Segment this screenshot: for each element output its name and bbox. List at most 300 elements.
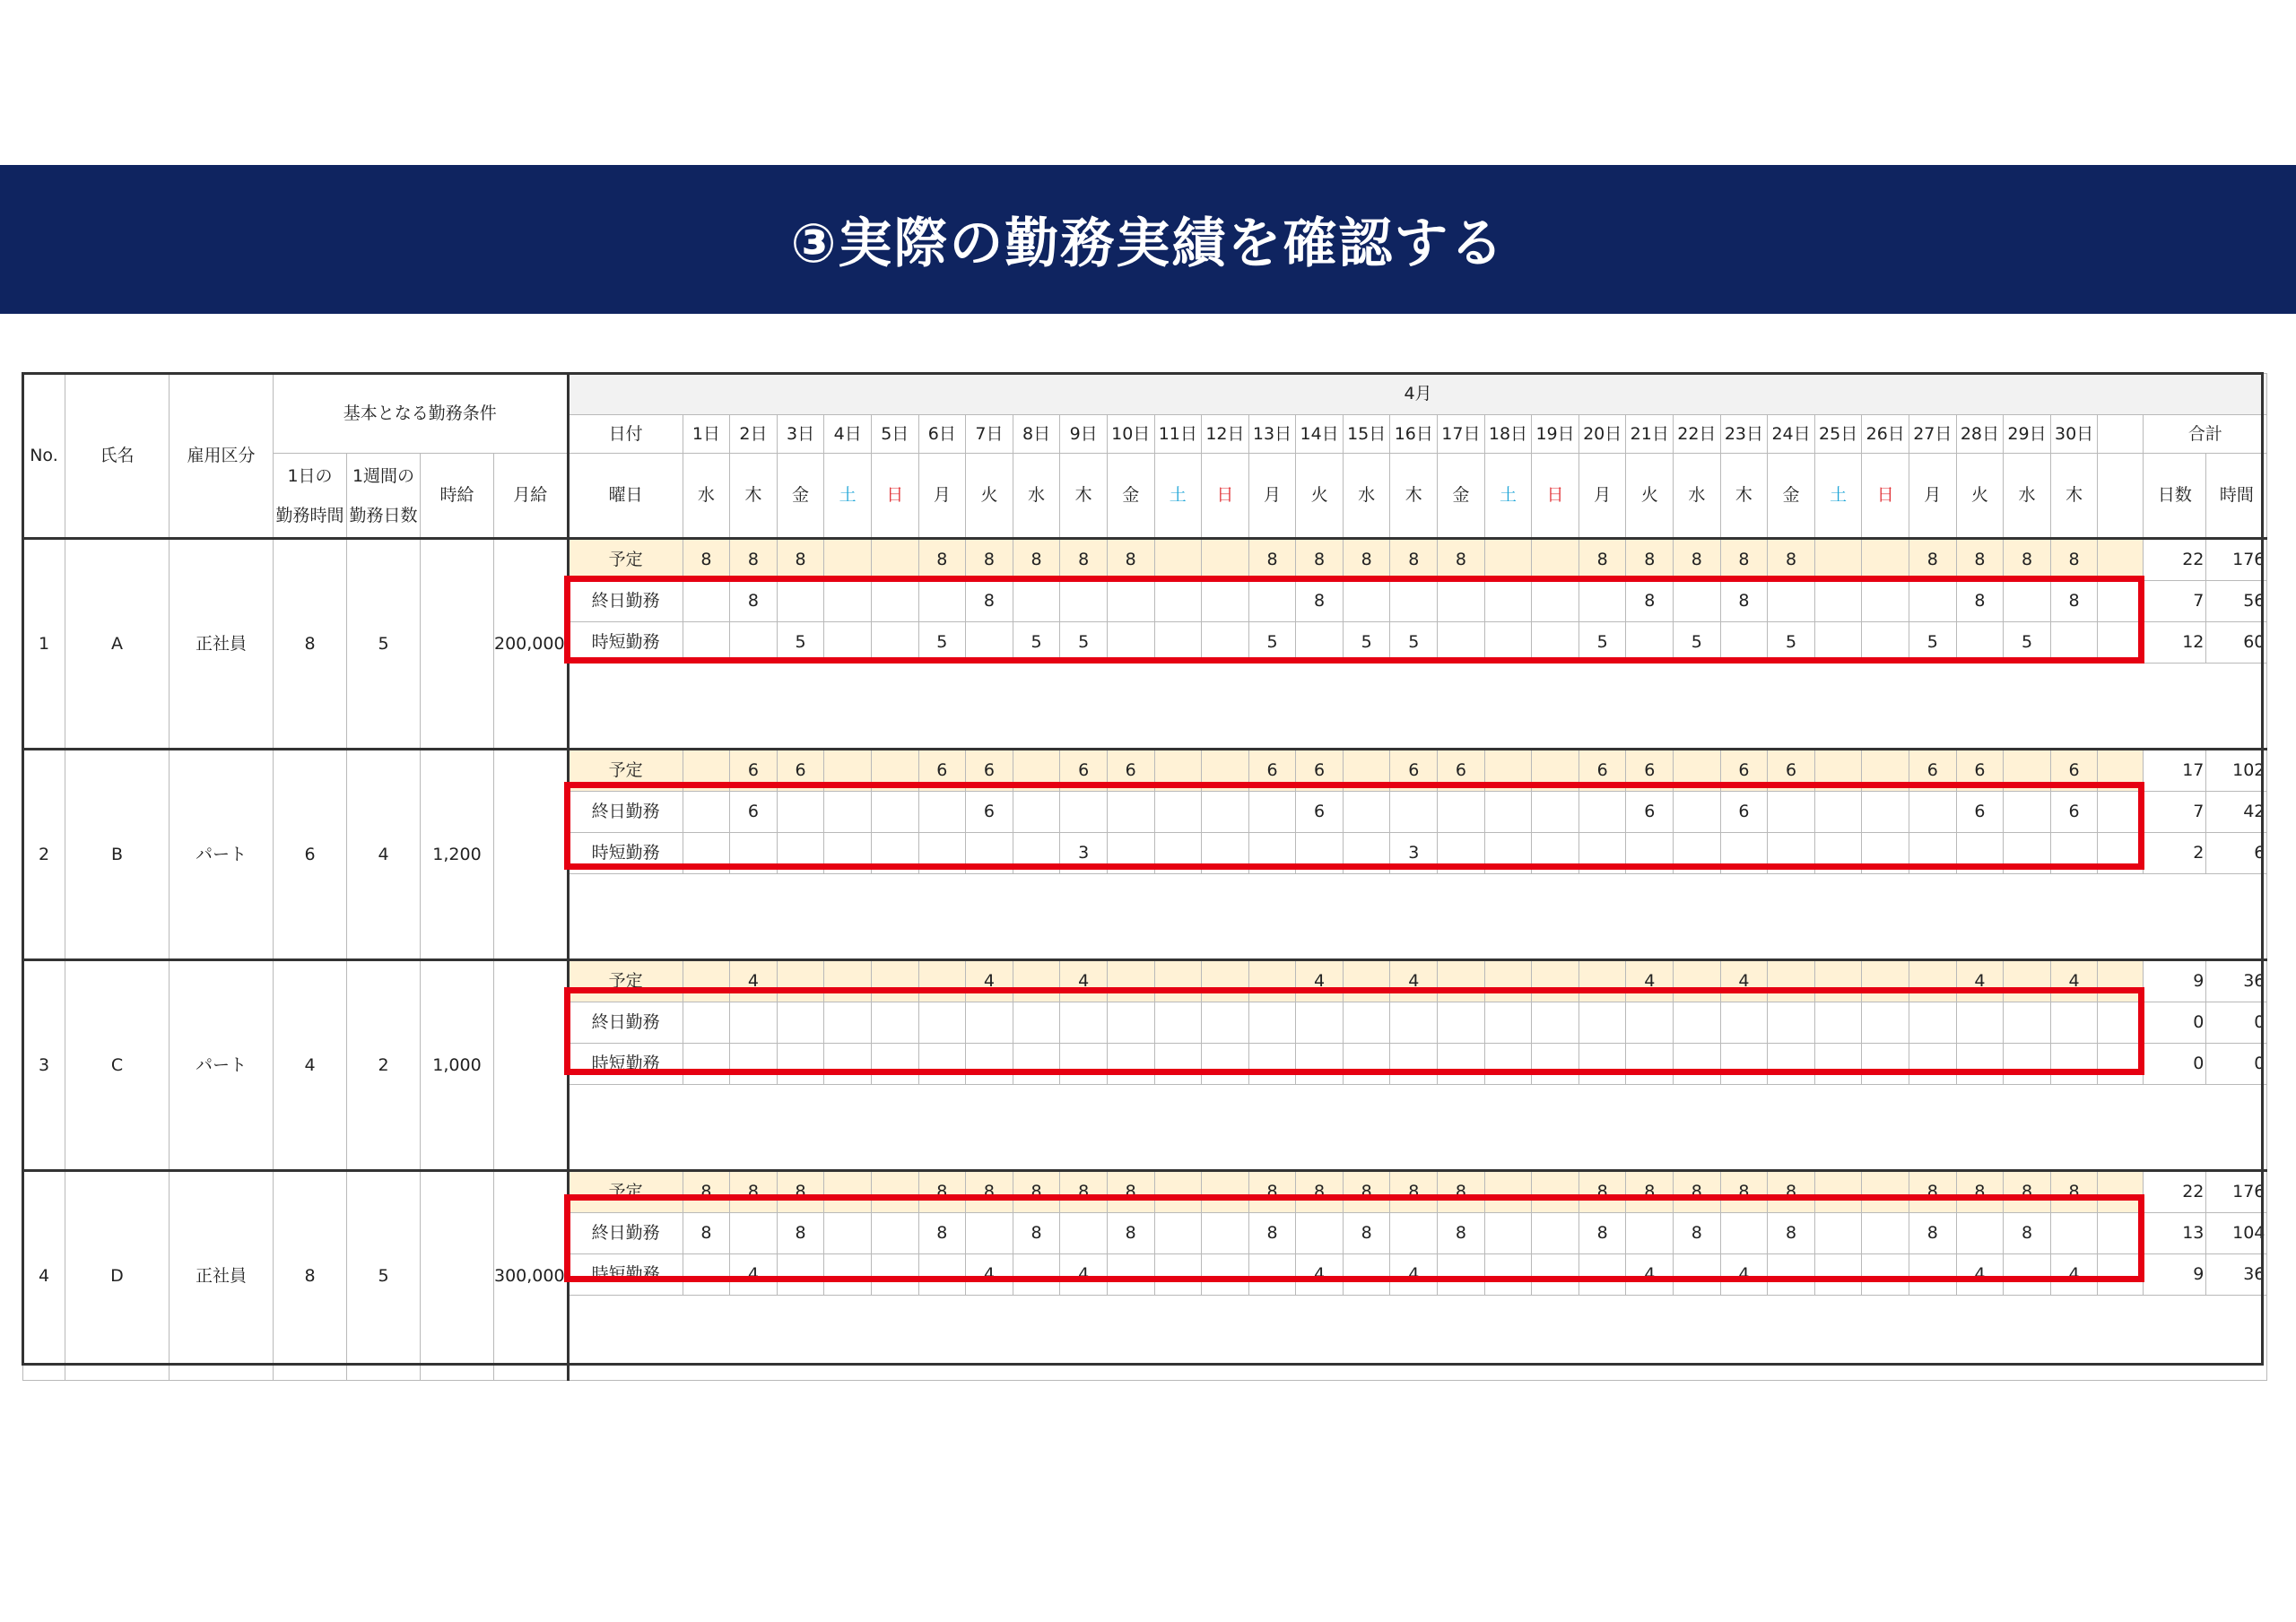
day-value-cell (1438, 622, 1485, 664)
day-value-cell: 6 (1248, 750, 1296, 792)
day-value-cell: 8 (1578, 539, 1626, 581)
day-value-cell: 6 (730, 792, 778, 833)
day-value-cell (824, 539, 872, 581)
day-value-cell: 6 (1720, 792, 1768, 833)
day-value-cell (2098, 833, 2144, 874)
day-value-cell (871, 539, 918, 581)
day-value-cell (2004, 581, 2051, 622)
date-cell: 8日 (1013, 415, 1060, 454)
day-value-cell (2004, 1254, 2051, 1296)
day-value-cell (683, 750, 730, 792)
day-value-cell: 8 (966, 539, 1013, 581)
day-value-cell (1814, 750, 1862, 792)
day-value-cell (1343, 792, 1390, 833)
total-hours: 36 (2206, 960, 2267, 1002)
day-value-cell (966, 1213, 1013, 1254)
day-value-cell (871, 792, 918, 833)
day-value-cell: 8 (1720, 581, 1768, 622)
day-value-cell (918, 1044, 966, 1085)
employee-monthly-salary: 300,000 (494, 1171, 569, 1381)
date-cell: 20日 (1578, 415, 1626, 454)
day-value-cell (1343, 1044, 1390, 1085)
day-value-cell (1532, 1171, 1579, 1213)
row-label: 終日勤務 (568, 581, 683, 622)
day-value-cell (1956, 1044, 2004, 1085)
day-value-cell (1814, 960, 1862, 1002)
day-value-cell (2098, 1171, 2144, 1213)
day-value-cell: 8 (683, 539, 730, 581)
day-value-cell: 8 (1674, 1171, 1721, 1213)
day-value-cell: 8 (683, 1171, 730, 1213)
day-value-cell: 4 (966, 1254, 1013, 1296)
date-cell: 16日 (1390, 415, 1438, 454)
day-value-cell (1768, 581, 1815, 622)
header-month: 4月 (568, 374, 2267, 415)
day-value-cell (2098, 1213, 2144, 1254)
day-value-cell (1862, 581, 1909, 622)
day-value-cell (1154, 1044, 1202, 1085)
day-value-cell: 6 (1296, 750, 1344, 792)
employee-daily-hours: 4 (274, 960, 347, 1171)
day-value-cell (1154, 1171, 1202, 1213)
date-cell: 21日 (1626, 415, 1674, 454)
day-value-cell (2098, 581, 2144, 622)
day-value-cell: 6 (1720, 750, 1768, 792)
weekday-cell: 水 (2004, 454, 2051, 539)
weekday-cell: 木 (1060, 454, 1108, 539)
day-value-cell (1013, 792, 1060, 833)
day-value-cell: 8 (2050, 581, 2098, 622)
day-value-cell: 8 (683, 1213, 730, 1254)
day-value-cell (1202, 750, 1249, 792)
day-value-cell (730, 1044, 778, 1085)
weekday-cell: 土 (1484, 454, 1532, 539)
day-value-cell: 8 (1909, 1171, 1957, 1213)
day-value-cell: 6 (2050, 750, 2098, 792)
day-value-cell (1909, 833, 1957, 874)
day-value-cell (2098, 539, 2144, 581)
day-value-cell (1202, 1002, 1249, 1044)
day-value-cell (1532, 581, 1579, 622)
day-value-cell: 5 (1248, 622, 1296, 664)
day-value-cell: 8 (1248, 1171, 1296, 1213)
day-value-cell (1532, 622, 1579, 664)
day-value-cell (1154, 539, 1202, 581)
weekday-cell: 木 (1720, 454, 1768, 539)
employee-type: パート (170, 960, 274, 1171)
day-value-cell: 6 (2050, 792, 2098, 833)
day-value-cell (1626, 1213, 1674, 1254)
day-value-cell (2004, 1044, 2051, 1085)
day-value-cell (1532, 1254, 1579, 1296)
day-value-cell: 8 (730, 539, 778, 581)
day-value-cell (1438, 1254, 1485, 1296)
day-value-cell: 6 (1626, 792, 1674, 833)
day-value-cell (966, 833, 1013, 874)
day-value-cell (1909, 1002, 1957, 1044)
day-value-cell (1626, 622, 1674, 664)
day-value-cell (1343, 1254, 1390, 1296)
day-value-cell (1484, 833, 1532, 874)
total-days: 13 (2144, 1213, 2206, 1254)
day-value-cell (1484, 750, 1532, 792)
day-value-cell (1484, 1171, 1532, 1213)
day-value-cell (1956, 622, 2004, 664)
weekday-cell: 火 (966, 454, 1013, 539)
day-value-cell (1390, 1002, 1438, 1044)
day-value-cell: 8 (1107, 1213, 1154, 1254)
day-value-cell: 8 (777, 1171, 824, 1213)
row-label: 時短勤務 (568, 622, 683, 664)
header-no: No. (23, 374, 65, 539)
day-value-cell: 5 (1909, 622, 1957, 664)
blank-spacer-row (568, 1085, 2267, 1171)
day-value-cell (1060, 581, 1108, 622)
day-value-cell (1202, 833, 1249, 874)
day-value-cell (871, 1254, 918, 1296)
day-value-cell (1956, 1002, 2004, 1044)
weekday-cell: 月 (1578, 454, 1626, 539)
day-value-cell (1626, 833, 1674, 874)
employee-no: 1 (23, 539, 65, 750)
row-label: 時短勤務 (568, 1044, 683, 1085)
day-value-cell (1814, 539, 1862, 581)
day-value-cell: 5 (1578, 622, 1626, 664)
day-value-cell (1248, 960, 1296, 1002)
total-hours: 0 (2206, 1002, 2267, 1044)
header-weekly-days-l1: 1週間の (352, 465, 415, 486)
day-value-cell (683, 622, 730, 664)
row-label: 時短勤務 (568, 1254, 683, 1296)
day-value-cell (871, 960, 918, 1002)
weekday-cell: 木 (2050, 454, 2098, 539)
header-employment-type: 雇用区分 (170, 374, 274, 539)
day-value-cell (1484, 1044, 1532, 1085)
day-value-cell (777, 1044, 824, 1085)
day-value-cell: 6 (1390, 750, 1438, 792)
day-value-cell: 6 (1626, 750, 1674, 792)
date-cell: 9日 (1060, 415, 1108, 454)
weekday-cell: 水 (683, 454, 730, 539)
day-value-cell (1107, 833, 1154, 874)
day-value-cell: 8 (2050, 1171, 2098, 1213)
day-value-cell: 6 (918, 750, 966, 792)
day-value-cell (1532, 1213, 1579, 1254)
day-value-cell (966, 622, 1013, 664)
day-value-cell (1626, 1002, 1674, 1044)
title-banner (0, 165, 2296, 314)
day-value-cell: 8 (1956, 539, 2004, 581)
day-value-cell (1154, 750, 1202, 792)
day-value-cell (1343, 833, 1390, 874)
row-label: 終日勤務 (568, 1213, 683, 1254)
date-cell: 10日 (1107, 415, 1154, 454)
day-value-cell (1296, 1002, 1344, 1044)
day-value-cell (1814, 833, 1862, 874)
total-hours: 176 (2206, 1171, 2267, 1213)
total-hours: 6 (2206, 833, 2267, 874)
day-value-cell: 8 (1390, 1171, 1438, 1213)
total-days: 12 (2144, 622, 2206, 664)
day-value-cell (777, 960, 824, 1002)
header-hourly-wage: 時給 (421, 454, 494, 539)
day-value-cell (1484, 792, 1532, 833)
day-value-cell (2050, 1213, 2098, 1254)
day-value-cell (1532, 1044, 1579, 1085)
day-value-cell (1768, 1044, 1815, 1085)
day-value-cell (918, 581, 966, 622)
day-value-cell (1578, 581, 1626, 622)
day-value-cell (1862, 1254, 1909, 1296)
day-value-cell: 6 (966, 750, 1013, 792)
day-value-cell (918, 792, 966, 833)
date-cell: 22日 (1674, 415, 1721, 454)
day-value-cell: 8 (1956, 1171, 2004, 1213)
total-days: 9 (2144, 960, 2206, 1002)
weekday-cell: 水 (1013, 454, 1060, 539)
day-value-cell (2050, 1002, 2098, 1044)
day-value-cell: 8 (1909, 1213, 1957, 1254)
day-value-cell: 5 (777, 622, 824, 664)
day-value-cell (1390, 792, 1438, 833)
employee-name: C (65, 960, 170, 1171)
blank-spacer-row (568, 874, 2267, 960)
employee-type: パート (170, 750, 274, 960)
day-value-cell (1768, 1002, 1815, 1044)
day-value-cell (1484, 1254, 1532, 1296)
header-daily-hours-l1: 1日の (287, 465, 333, 486)
day-value-cell: 6 (1578, 750, 1626, 792)
day-value-cell (871, 1002, 918, 1044)
date-cell: 28日 (1956, 415, 2004, 454)
date-cell: 13日 (1248, 415, 1296, 454)
day-value-cell (2098, 792, 2144, 833)
day-value-cell (1013, 750, 1060, 792)
date-cell: 19日 (1532, 415, 1579, 454)
day-value-cell (1862, 539, 1909, 581)
day-value-cell: 8 (1720, 539, 1768, 581)
weekday-cell: 日 (1532, 454, 1579, 539)
day-value-cell (1154, 792, 1202, 833)
day-value-cell: 4 (730, 960, 778, 1002)
day-value-cell (1154, 622, 1202, 664)
day-value-cell (1154, 833, 1202, 874)
weekday-cell (2098, 454, 2144, 539)
employee-weekly-days: 5 (347, 1171, 421, 1381)
day-value-cell (1814, 1213, 1862, 1254)
day-value-cell (918, 1002, 966, 1044)
day-value-cell: 6 (1956, 750, 2004, 792)
day-value-cell: 8 (1060, 1171, 1108, 1213)
employee-hourly-wage (421, 1171, 494, 1381)
employee-monthly-salary (494, 750, 569, 960)
day-value-cell (1438, 1044, 1485, 1085)
day-value-cell (1202, 792, 1249, 833)
weekday-cell: 土 (824, 454, 872, 539)
day-value-cell: 8 (777, 539, 824, 581)
employee-name: B (65, 750, 170, 960)
employee-type: 正社員 (170, 539, 274, 750)
total-days: 0 (2144, 1002, 2206, 1044)
employee-hourly-wage: 1,200 (421, 750, 494, 960)
day-value-cell (824, 1002, 872, 1044)
day-value-cell (1862, 622, 1909, 664)
day-value-cell (1060, 1213, 1108, 1254)
day-value-cell (1107, 622, 1154, 664)
day-value-cell (1862, 1044, 1909, 1085)
day-value-cell: 4 (1060, 1254, 1108, 1296)
day-value-cell: 5 (1013, 622, 1060, 664)
day-value-cell (683, 792, 730, 833)
day-value-cell: 5 (2004, 622, 2051, 664)
total-hours: 56 (2206, 581, 2267, 622)
day-value-cell: 4 (1720, 960, 1768, 1002)
day-value-cell (1202, 539, 1249, 581)
day-value-cell (871, 833, 918, 874)
day-value-cell (1296, 622, 1344, 664)
total-days: 9 (2144, 1254, 2206, 1296)
date-cell: 12日 (1202, 415, 1249, 454)
header-weekly-days-l2: 勤務日数 (349, 505, 418, 525)
day-value-cell (824, 750, 872, 792)
day-value-cell (1154, 1002, 1202, 1044)
day-value-cell (1720, 1213, 1768, 1254)
day-value-cell: 8 (2004, 1213, 2051, 1254)
weekday-cell: 水 (1343, 454, 1390, 539)
day-value-cell (1013, 1002, 1060, 1044)
day-value-cell: 6 (1438, 750, 1485, 792)
day-value-cell (1814, 1044, 1862, 1085)
day-value-cell: 6 (1296, 792, 1344, 833)
day-value-cell: 4 (730, 1254, 778, 1296)
day-value-cell: 8 (1343, 1171, 1390, 1213)
day-value-cell: 4 (1390, 1254, 1438, 1296)
day-value-cell (1768, 960, 1815, 1002)
day-value-cell (1909, 960, 1957, 1002)
day-value-cell (1154, 1213, 1202, 1254)
day-value-cell (1814, 622, 1862, 664)
total-days: 17 (2144, 750, 2206, 792)
total-days: 2 (2144, 833, 2206, 874)
weekday-cell: 月 (918, 454, 966, 539)
day-value-cell (1390, 1044, 1438, 1085)
day-value-cell: 5 (918, 622, 966, 664)
day-value-cell (1674, 1254, 1721, 1296)
header-daily-hours (274, 454, 347, 539)
day-value-cell (1578, 792, 1626, 833)
date-cell: 15日 (1343, 415, 1390, 454)
row-label: 時短勤務 (568, 833, 683, 874)
day-value-cell: 8 (1909, 539, 1957, 581)
weekday-cell: 火 (1956, 454, 2004, 539)
day-value-cell: 6 (1909, 750, 1957, 792)
day-value-cell (1154, 1254, 1202, 1296)
row-label: 終日勤務 (568, 792, 683, 833)
day-value-cell: 4 (2050, 1254, 2098, 1296)
weekday-cell: 木 (1390, 454, 1438, 539)
day-value-cell: 8 (1248, 1213, 1296, 1254)
day-value-cell (1674, 833, 1721, 874)
day-value-cell (1626, 1044, 1674, 1085)
day-value-cell (1438, 581, 1485, 622)
weekday-cell: 火 (1626, 454, 1674, 539)
day-value-cell (1909, 1044, 1957, 1085)
day-value-cell (1248, 1254, 1296, 1296)
employee-hourly-wage: 1,000 (421, 960, 494, 1171)
day-value-cell: 5 (1390, 622, 1438, 664)
total-days: 7 (2144, 792, 2206, 833)
total-hours: 60 (2206, 622, 2267, 664)
day-value-cell: 8 (918, 1171, 966, 1213)
day-value-cell (1438, 833, 1485, 874)
employee-daily-hours: 6 (274, 750, 347, 960)
day-value-cell (1720, 1044, 1768, 1085)
day-value-cell (1720, 1002, 1768, 1044)
day-value-cell: 4 (1390, 960, 1438, 1002)
employee-weekly-days: 2 (347, 960, 421, 1171)
header-monthly-salary: 月給 (494, 454, 569, 539)
day-value-cell (1720, 833, 1768, 874)
day-value-cell (1296, 1044, 1344, 1085)
date-cell: 23日 (1720, 415, 1768, 454)
date-cell: 30日 (2050, 415, 2098, 454)
day-value-cell: 8 (1390, 539, 1438, 581)
day-value-cell (1390, 581, 1438, 622)
day-value-cell (1862, 960, 1909, 1002)
day-value-cell (683, 960, 730, 1002)
day-value-cell: 8 (730, 1171, 778, 1213)
day-value-cell (1484, 622, 1532, 664)
day-value-cell (1343, 750, 1390, 792)
employee-daily-hours: 8 (274, 539, 347, 750)
day-value-cell (1013, 1044, 1060, 1085)
date-cell: 1日 (683, 415, 730, 454)
header-days: 日数 (2144, 454, 2206, 539)
day-value-cell: 8 (730, 581, 778, 622)
weekday-cell: 金 (1107, 454, 1154, 539)
day-value-cell (777, 581, 824, 622)
day-value-cell (1484, 960, 1532, 1002)
day-value-cell: 8 (1296, 581, 1344, 622)
day-value-cell (1013, 1254, 1060, 1296)
day-value-cell (1154, 581, 1202, 622)
weekday-cell: 金 (1438, 454, 1485, 539)
header-basic-conditions: 基本となる勤務条件 (274, 374, 569, 454)
day-value-cell: 8 (918, 539, 966, 581)
day-value-cell (2098, 960, 2144, 1002)
day-value-cell (1909, 792, 1957, 833)
day-value-cell (1862, 750, 1909, 792)
day-value-cell (1578, 1254, 1626, 1296)
day-value-cell: 8 (1107, 1171, 1154, 1213)
day-value-cell (1060, 792, 1108, 833)
date-cell: 27日 (1909, 415, 1957, 454)
weekday-cell: 日 (871, 454, 918, 539)
day-value-cell (824, 792, 872, 833)
day-value-cell: 8 (966, 1171, 1013, 1213)
day-value-cell (2004, 833, 2051, 874)
day-value-cell (1154, 960, 1202, 1002)
day-value-cell (1674, 1002, 1721, 1044)
day-value-cell (824, 581, 872, 622)
day-value-cell (1532, 1002, 1579, 1044)
date-cell: 18日 (1484, 415, 1532, 454)
day-value-cell: 3 (1390, 833, 1438, 874)
day-value-cell (1768, 833, 1815, 874)
day-value-cell (1107, 1002, 1154, 1044)
day-value-cell: 6 (777, 750, 824, 792)
total-hours: 36 (2206, 1254, 2267, 1296)
